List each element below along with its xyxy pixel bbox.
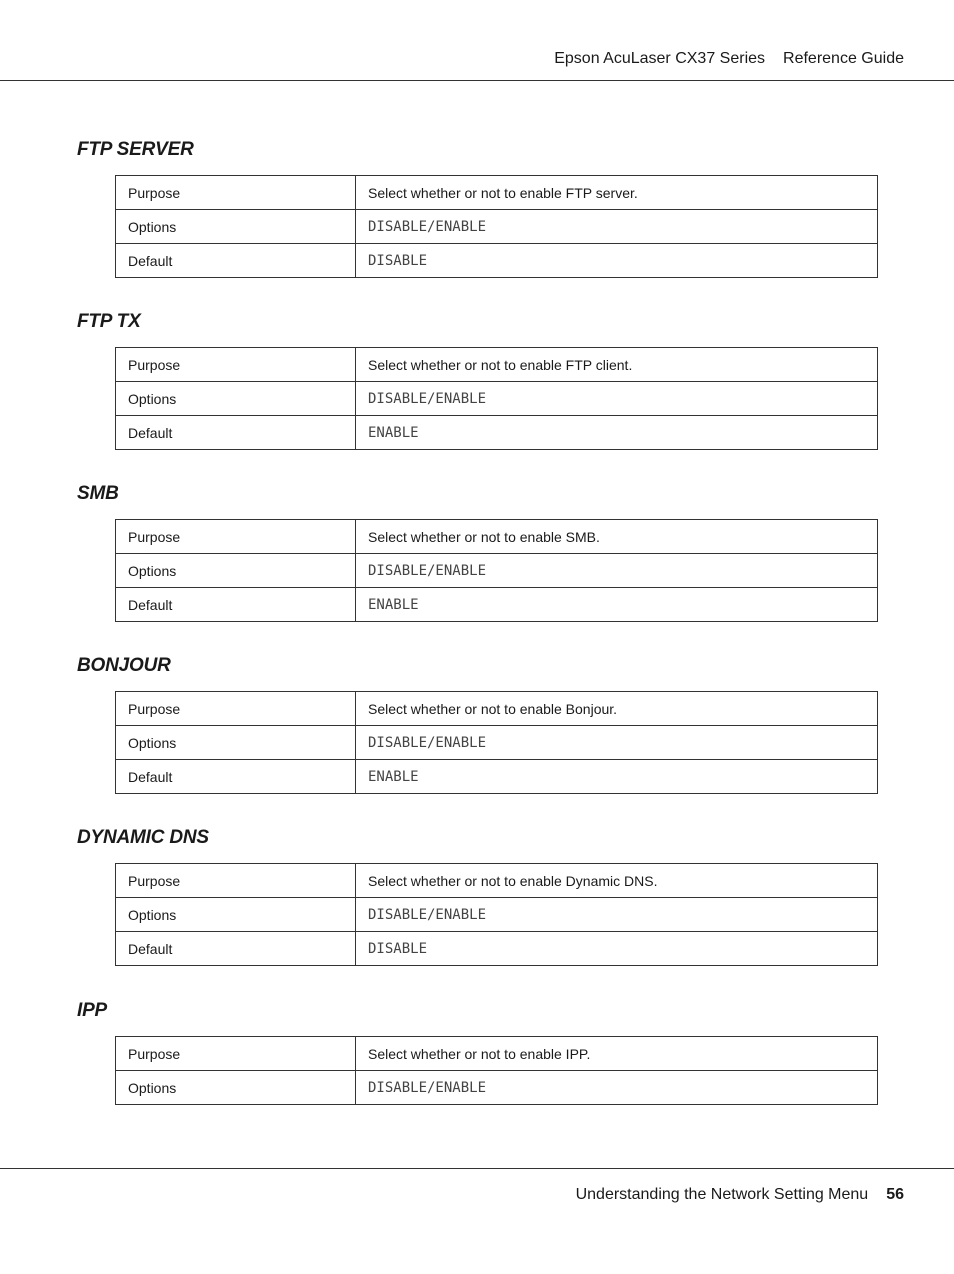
options-value: DISABLE/ENABLE (356, 210, 878, 244)
purpose-value: Select whether or not to enable Bonjour. (356, 692, 878, 726)
purpose-value: Select whether or not to enable SMB. (356, 520, 878, 554)
row-label: Purpose (116, 692, 356, 726)
table-row (116, 692, 878, 726)
section-title: BONJOUR (77, 655, 171, 676)
table-row (116, 176, 878, 210)
default-value: DISABLE (356, 244, 878, 278)
table-row (116, 244, 878, 278)
section-title: FTP SERVER (77, 139, 194, 160)
options-value: DISABLE/ENABLE (356, 1071, 878, 1105)
settings-table (115, 863, 878, 966)
settings-table (115, 691, 878, 794)
purpose-value: Select whether or not to enable FTP client. (356, 348, 878, 382)
table-row (116, 554, 878, 588)
row-label: Options (116, 726, 356, 760)
options-value: DISABLE/ENABLE (356, 554, 878, 588)
row-label: Default (116, 416, 356, 450)
row-label: Default (116, 760, 356, 794)
row-label: Purpose (116, 176, 356, 210)
row-label: Default (116, 244, 356, 278)
row-label: Purpose (116, 348, 356, 382)
settings-table (115, 1036, 878, 1105)
section-title: IPP (77, 1000, 108, 1021)
row-label: Purpose (116, 864, 356, 898)
table-row (116, 932, 878, 966)
table-row (116, 898, 878, 932)
row-label: Options (116, 1071, 356, 1105)
table-row (116, 760, 878, 794)
section-title: DYNAMIC DNS (77, 827, 209, 848)
default-value: ENABLE (356, 416, 878, 450)
table-row (116, 1071, 878, 1105)
row-label: Options (116, 898, 356, 932)
header-rule (0, 80, 954, 81)
table-row (116, 588, 878, 622)
settings-table (115, 519, 878, 622)
purpose-value: Select whether or not to enable FTP server. (356, 176, 878, 210)
table-row (116, 382, 878, 416)
page-footer (576, 1186, 904, 1204)
settings-table (115, 347, 878, 450)
row-label: Default (116, 588, 356, 622)
table-row (116, 726, 878, 760)
row-label: Default (116, 932, 356, 966)
table-row (116, 348, 878, 382)
row-label: Purpose (116, 1037, 356, 1071)
table-row (116, 210, 878, 244)
table-row (116, 1037, 878, 1071)
options-value: DISABLE/ENABLE (356, 898, 878, 932)
default-value: DISABLE (356, 932, 878, 966)
table-row (116, 520, 878, 554)
page-number: 56 (886, 1186, 904, 1203)
default-value: ENABLE (356, 760, 878, 794)
section-title: SMB (77, 483, 119, 504)
row-label: Purpose (116, 520, 356, 554)
purpose-value: Select whether or not to enable IPP. (356, 1037, 878, 1071)
row-label: Options (116, 382, 356, 416)
chapter-title: Understanding the Network Setting Menu (575, 1186, 869, 1203)
product-name: Epson AcuLaser CX37 Series (554, 50, 766, 67)
purpose-value: Select whether or not to enable Dynamic DNS. (356, 864, 878, 898)
row-label: Options (116, 210, 356, 244)
default-value: ENABLE (356, 588, 878, 622)
section-title: FTP TX (77, 311, 141, 332)
table-row (116, 416, 878, 450)
guide-title: Reference Guide (783, 50, 904, 67)
table-row (116, 864, 878, 898)
options-value: DISABLE/ENABLE (356, 382, 878, 416)
row-label: Options (116, 554, 356, 588)
footer-rule (0, 1168, 954, 1169)
settings-table (115, 175, 878, 278)
options-value: DISABLE/ENABLE (356, 726, 878, 760)
page-header (554, 50, 904, 68)
